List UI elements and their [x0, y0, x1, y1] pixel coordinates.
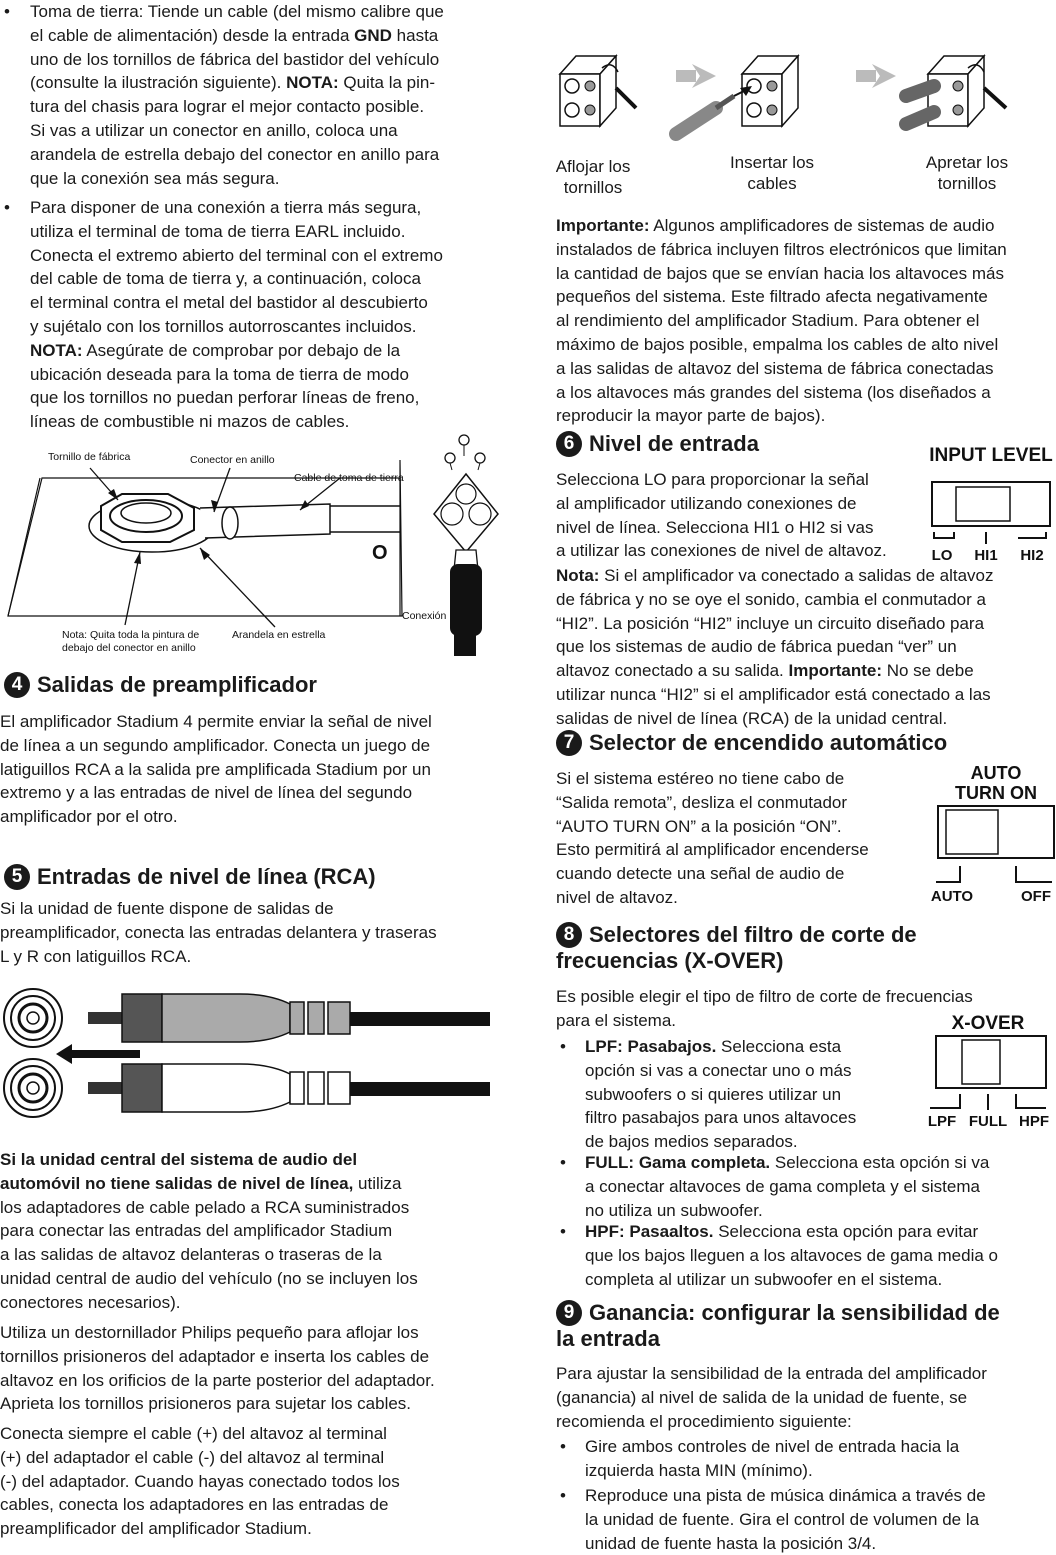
x-over-switch [920, 1010, 1056, 1130]
section-4-heading [4, 672, 500, 698]
section-9-number: 9 [556, 1300, 582, 1326]
label-star-washer: Arandela en estrella [232, 629, 326, 641]
step-arrow-2-tail-icon [856, 70, 876, 82]
polarity-paragraph: Conecta siempre el cable (+) del altavoz al terminal (+) del adaptador el cable (-) del altavoz al terminal (-) del adaptador. Cuando hayas conectado todos los cables, conecta los adaptadores en las entradas de preamplificador del amplificador Stadium. [0, 1424, 400, 1539]
ground-illustration [0, 430, 505, 658]
section-9-heading [556, 1300, 1056, 1326]
rca-cable-illustration [0, 980, 500, 1130]
rca-jack-top [4, 989, 62, 1047]
rca-jack-bottom [4, 1059, 62, 1117]
ground-bullet: • Toma de tierra: Tiende un cable (del mismo calibre que el cable de alimentación) desde la entrada GND hasta uno de los tornillos de fábrica del bastidor del vehículo (consulte la ilustración siguiente). NOTA: Quita la pin- tura del chasis para lograr el mejor contacto posible. Si vas a utilizar un conector en anillo, coloca una arandela de estrella debajo del conector en anillo para que la conexión sea más segura. [4, 2, 444, 188]
switch-label-auto: AUTO [930, 888, 974, 905]
auto-turn-on-title-2: TURN ON [955, 783, 1037, 803]
section-7-heading [556, 730, 1056, 756]
hpf-bullet: • HPF: Pasaaltos. Selecciona esta opción para evitar que los bajos lleguen a los altavoces de gama media o completa al utilizar un subwoofer en el sistema. [560, 1222, 998, 1289]
section-5-title: Entradas de nivel de línea (RCA) [37, 864, 376, 889]
adapter-loosen [560, 56, 636, 126]
caption-loosen-2: tornillos [563, 178, 623, 197]
section-4-number: 4 [4, 672, 30, 698]
caption-insert-2: cables [747, 174, 797, 193]
switch-label-hi1: HI1 [974, 547, 998, 564]
section-6-heading [556, 431, 926, 457]
adapter-illustration [556, 38, 1056, 198]
headunit-paragraph: Si la unidad central del sistema de audio del automóvil no tiene salidas de nivel de línea, utiliza los adaptadores de cable pelado a RCA suministrados para conectar las entradas del amplificador Stadium a las salidas de altavoz delanteras o traseras de la unidad central de audio del vehículo (no se incluyen los conectores necesarios). [0, 1150, 418, 1312]
section-8-number: 8 [556, 922, 582, 948]
section-5-body: Si la unidad de fuente dispone de salidas de preamplificador, conecta las entradas delantera y traseras L y R con latiguillos RCA. [0, 899, 437, 966]
full-bullet: • FULL: Gama completa. Selecciona esta opción si va a conectar altavoces de gama completa y el sistema no utiliza un subwoofer. [560, 1153, 990, 1220]
caption-tighten-2: tornillos [937, 174, 997, 193]
step-arrow-tail-icon [676, 70, 696, 82]
lpf-bullet: • LPF: Pasabajos. Selecciona esta opción si vas a conectar uno o más subwoofers o si quieres utilizar un filtro pasabajos para unos altavoces de bajos medios separados. [560, 1037, 857, 1152]
input-level-title: INPUT LEVEL [929, 445, 1053, 466]
input-level-switch [926, 440, 1056, 566]
earl-bullet: • Para disponer de una conexión a tierra más segura, utiliza el terminal de toma de tierra EARL incluido. Conecta el extremo abierto del terminal con el extremo del cable de toma de tierra y, a continuación, coloca el terminal contra el metal del bastidor al descubierto y sujétalo con los tornillos autorroscantes incluidos. NOTA: Asegúrate de comprobar por debajo de la ubicación deseada para la toma de tierra de modo que los tornillos no puedan perforar líneas de freno, líneas de combustible ni mazos de cables. [4, 198, 443, 432]
caption-loosen-1: Aflojar los [556, 157, 631, 176]
importante-paragraph: Importante: Algunos amplificadores de sistemas de audio instalados de fábrica incluyen filtros electrónicos que limitan la cantidad de bajos que se envían hacia los altavoces más pequeños del sistema. Este filtrado afecta negativamente al rendimiento del amplificador Stadium. Para obtener el máximo de bajos posible, empalma los cables de alto nivel a las salidas de altavoz del sistema de fábrica conectadas a los altavoces más grandes del sistema (los diseñados a reproducir la mayor parte de bajos). [556, 216, 1007, 426]
label-or: O [372, 542, 388, 564]
caption-insert-1: Insertar los [729, 153, 815, 172]
label-note-1: Nota: Quita toda la pintura de [62, 629, 200, 641]
adapter-insert [676, 56, 798, 134]
adapter-tighten [906, 56, 1006, 126]
section-4-body: El amplificador Stadium 4 permite enviar la señal de nivel de línea a un segundo amplificador. Conecta un juego de latiguillos RCA a la salida pre amplificada Stadium por un extremo y a las entradas de nivel de línea del segundo amplificador por el otro. [0, 712, 432, 827]
label-note-2: debajo del conector en anillo [62, 642, 196, 654]
section-6-title: Nivel de entrada [589, 431, 759, 456]
section-7-body: Si el sistema estéreo no tiene cabo de “Salida remota”, desliza el conmutador “AUTO TURN ON” a la posición “ON”. Esto permitirá al amplificador encenderse cuando detecte una señal de audio de nivel de altavoz. [556, 769, 869, 907]
switch-label-hi2: HI2 [1020, 547, 1044, 564]
section-6-note: Nota: Si el amplificador va conectado a salidas de altavoz de fábrica y no se oye el sonido, cambia el conmutador a “HI2”. La posición “HI2” incluye un circuito diseñado para que los sistemas de audio de fábrica puedan “ver” un altavoz conectado a su salida. Importante: No se debe utilizar nunca “HI2” si el amplificador está conectado a las salidas de nivel de línea (RCA) de la unidad central. [556, 566, 994, 728]
switch-label-hpf: HPF [1019, 1113, 1049, 1130]
switch-label-lo: LO [931, 547, 953, 564]
section-7-title: Selector de encendido automático [589, 730, 948, 755]
section-8-title-2: frecuencias (X-OVER) [556, 948, 784, 973]
label-ring-connector: Conector en anillo [190, 454, 275, 466]
section-8-title-1: Selectores del filtro de corte de [589, 922, 917, 947]
section-9-body: Para ajustar la sensibilidad de la entrada del amplificador (ganancia) al nivel de salida de la unidad de fuente, se recomienda el procedimiento siguiente: [556, 1364, 987, 1431]
label-ground-cable: Cable de toma de tierra [294, 472, 404, 484]
section-4-title: Salidas de preamplificador [37, 672, 317, 697]
x-over-title: X-OVER [951, 1013, 1025, 1034]
screwdriver-paragraph: Utiliza un destornillador Philips pequeño para aflojar los tornillos prisioneros del adaptador e inserta los cables de altavoz en los orificios de la parte posterior del adaptador. Aprieta los tornillos prisioneros para sujetar los cables. [0, 1323, 435, 1414]
label-connection: Conexión [402, 610, 447, 622]
auto-turn-on-title-1: AUTO [970, 763, 1022, 783]
section-8-body: Es posible elegir el tipo de filtro de corte de frecuencias para el sistema. [556, 987, 973, 1030]
label-factory-screw: Tornillo de fábrica [48, 451, 131, 463]
switch-label-lpf: LPF [927, 1113, 957, 1130]
section-6-body: Selecciona LO para proporcionar la señal al amplificador utilizando conexiones de nivel de línea. Selecciona HI1 o HI2 si vas a utilizar las conexiones de nivel de altavoz. [556, 470, 887, 561]
section-5-number: 5 [4, 864, 30, 890]
insert-arrow-icon [56, 1044, 140, 1064]
switch-label-off: OFF [1021, 888, 1051, 905]
gain-bullet-1: • Gire ambos controles de nivel de entrada hacia la izquierda hasta MIN (mínimo). [560, 1437, 960, 1480]
section-5-heading [4, 864, 500, 890]
auto-turn-on-switch [926, 760, 1056, 906]
switch-label-full: FULL [968, 1113, 1008, 1130]
section-8-heading [556, 922, 1056, 948]
gain-bullet-2: • Reproduce una pista de música dinámica a través de la unidad de fuente. Gira el control de volumen de la unidad de fuente hasta la posición 3/4. [560, 1486, 986, 1553]
rca-plug-white [88, 1064, 490, 1112]
earl-terminal [434, 435, 498, 656]
section-9-title-1: Ganancia: configurar la sensibilidad de [589, 1300, 1000, 1325]
section-6-number: 6 [556, 431, 582, 457]
rca-plug-grey [88, 994, 490, 1042]
section-9-title-2: la entrada [556, 1326, 660, 1351]
caption-tighten-1: Apretar los [925, 153, 1009, 172]
section-7-number: 7 [556, 730, 582, 756]
